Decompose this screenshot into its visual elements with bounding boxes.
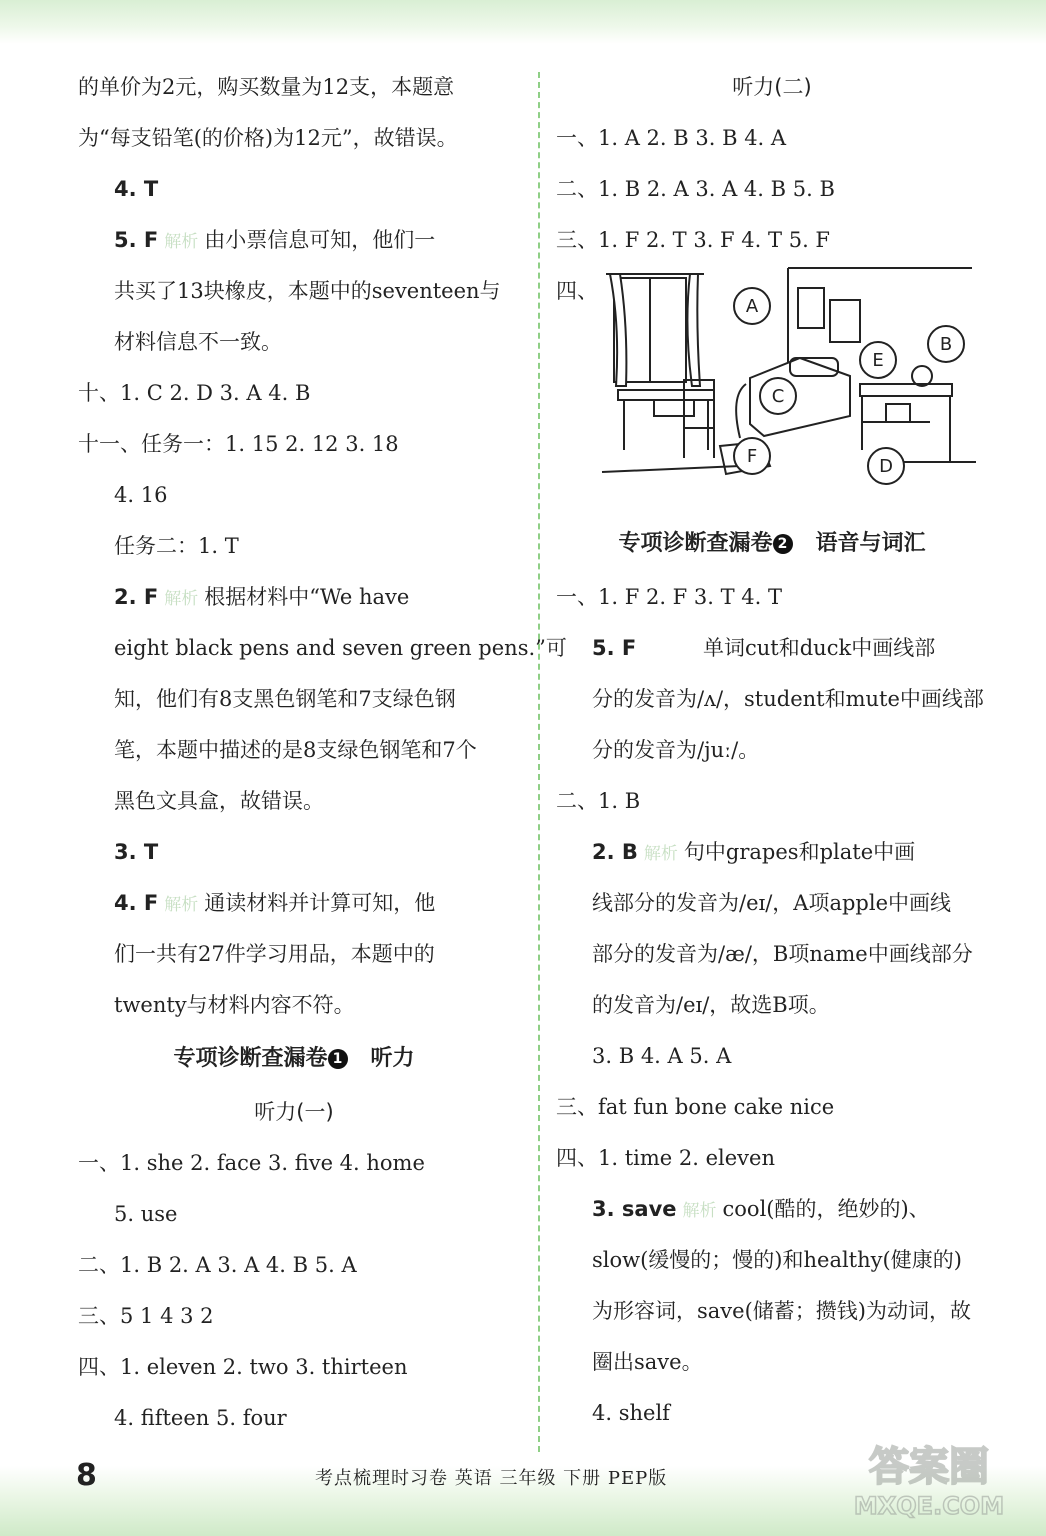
answer-line <box>78 215 510 266</box>
analysis-tag: 解析 <box>643 844 678 864</box>
label-d: D <box>879 456 893 477</box>
text-line: 知，他们有8支黑色钢笔和7支绿色钢 <box>114 687 456 711</box>
text-line: slow(缓慢的；慢的)和healthy(健康的) <box>592 1248 962 1272</box>
answer-line: 三、fat fun bone cake nice <box>556 1095 835 1119</box>
text-line: 为形容词，save(储蓄；攒钱)为动词，故 <box>592 1299 971 1323</box>
section-number-badge: 2 <box>773 534 793 554</box>
answer: 2. B <box>592 840 638 864</box>
answer-line <box>556 827 988 878</box>
answer-line: 三、5 1 4 3 2 <box>78 1304 214 1328</box>
answer-line: 二、1. B 2. A 3. A 4. B 5. A <box>78 1253 357 1277</box>
picture-frame-icon <box>830 300 860 342</box>
analysis-tag: 解析 <box>682 1201 717 1221</box>
label-b: B <box>939 334 953 355</box>
text-line: 黑色文具盒，故错误。 <box>114 789 324 813</box>
text-line: 笔，本题中描述的是8支绿色钢笔和7个 <box>114 738 477 762</box>
text-line: 的发音为/eɪ/，故选B项。 <box>592 993 830 1017</box>
text-line: twenty与材料内容不符。 <box>114 993 355 1017</box>
watermark-logo <box>834 1434 1024 1524</box>
analysis-tag: 解析 <box>164 232 199 252</box>
analysis-tag: 解析 <box>164 895 199 915</box>
answer: 5. F <box>114 228 159 252</box>
answer-line <box>78 878 510 929</box>
answer-line: 一、1. F 2. F 3. T 4. T <box>556 585 783 609</box>
section-name: 听力 <box>370 1046 415 1071</box>
answer-line: 4. shelf <box>592 1401 670 1425</box>
analysis-text: 单词cut和duck中画线部 <box>703 636 936 660</box>
text-line: 共买了13块橡皮，本题中的seventeen与 <box>114 279 501 303</box>
answer-line: 任务二：1. T <box>114 534 239 558</box>
text-line: 部分的发音为/æ/，B项name中画线部分 <box>592 942 973 966</box>
text-line: 线部分的发音为/eɪ/，A项apple中画线 <box>592 891 952 915</box>
analysis-text: 根据材料中“We have <box>204 585 410 609</box>
answer-line: 十、1. C 2. D 3. A 4. B <box>78 381 311 405</box>
bedroom-illustration <box>600 266 980 491</box>
answer-line: 4. 16 <box>114 483 168 507</box>
text-line: 材料信息不一致。 <box>114 330 282 354</box>
answer-line: 二、1. B 2. A 3. A 4. B 5. B <box>556 177 835 201</box>
label-a: A <box>745 296 759 317</box>
text-line: 们一共有27件学习用品，本题中的 <box>114 942 435 966</box>
watermark-url: MXQE.COM <box>853 1492 1005 1520</box>
analysis-text: 句中grapes和plate中画 <box>683 840 916 864</box>
answer-line: 三、1. F 2. T 3. F 4. T 5. F <box>556 228 830 252</box>
text-line: 的单价为2元，购买数量为12支，本题意 <box>78 75 455 99</box>
answer-line <box>556 1184 988 1235</box>
section-title <box>556 516 988 572</box>
answer: 3. T <box>114 840 159 864</box>
answer-line: 4. fifteen 5. four <box>114 1406 287 1430</box>
text-line: 分的发音为/juː/。 <box>592 738 760 762</box>
top-decor-band <box>0 0 1046 44</box>
label-f: F <box>746 446 758 467</box>
page-number: 8 <box>76 1458 97 1493</box>
footer-text: 考点梳理时习卷 英语 三年级 下册 PEP版 <box>315 1468 668 1489</box>
subsection-title: 听力(一) <box>254 1100 334 1124</box>
answer: 4. T <box>114 177 159 201</box>
text-line: 分的发音为/ʌ/，student和mute中画线部 <box>592 687 984 711</box>
answer-line: 一、1. A 2. B 3. B 4. A <box>556 126 787 150</box>
left-column <box>78 62 567 1444</box>
answer-line: 5. use <box>114 1202 178 1226</box>
answer-line: 十一、任务一：1. 15 2. 12 3. 18 <box>78 432 399 456</box>
subsection-title: 听力(二) <box>732 75 812 99</box>
section-number-badge: 1 <box>328 1049 348 1069</box>
section-name: 语音与词汇 <box>815 531 926 556</box>
answer: 2. F <box>114 585 159 609</box>
answer-line: 二、1. B <box>556 789 641 813</box>
answer: 4. F <box>114 891 159 915</box>
illustration-row <box>556 266 988 496</box>
label-c: C <box>771 386 785 407</box>
answer: 3. save <box>592 1197 677 1221</box>
answer-line <box>556 623 988 674</box>
analysis-text: cool(酷的，绝妙的)、 <box>722 1197 930 1221</box>
analysis-text: 通读材料并计算可知，他 <box>204 891 436 915</box>
watermark-title: 答案圈 <box>869 1444 989 1490</box>
label-e: E <box>872 350 884 371</box>
answer-line: 四、1. time 2. eleven <box>556 1146 775 1170</box>
section-title-text: 专项诊断查漏卷 <box>618 531 773 556</box>
answer-label: 四、 <box>556 279 598 303</box>
answer-line <box>78 164 510 215</box>
text-line: eight black pens and seven green pens.”可 <box>114 636 567 660</box>
picture-frame-icon <box>798 288 824 328</box>
text-line: 为“每支铅笔(的价格)为12元”，故错误。 <box>78 126 458 150</box>
text-line: 圈出save。 <box>592 1350 703 1374</box>
answer-line: 一、1. she 2. face 3. five 4. home <box>78 1151 425 1175</box>
answer-line: 3. B 4. A 5. A <box>592 1044 732 1068</box>
section-title <box>78 1031 510 1087</box>
analysis-tag: 解析 <box>164 589 199 609</box>
right-column <box>556 62 988 1439</box>
answer-line: 四、1. eleven 2. two 3. thirteen <box>78 1355 408 1379</box>
column-divider <box>538 72 540 1452</box>
answer: 5. F <box>592 636 637 660</box>
answer-line <box>78 827 510 878</box>
section-title-text: 专项诊断查漏卷 <box>173 1046 328 1071</box>
answer-line <box>78 572 510 623</box>
analysis-text: 由小票信息可知，他们一 <box>204 228 436 252</box>
